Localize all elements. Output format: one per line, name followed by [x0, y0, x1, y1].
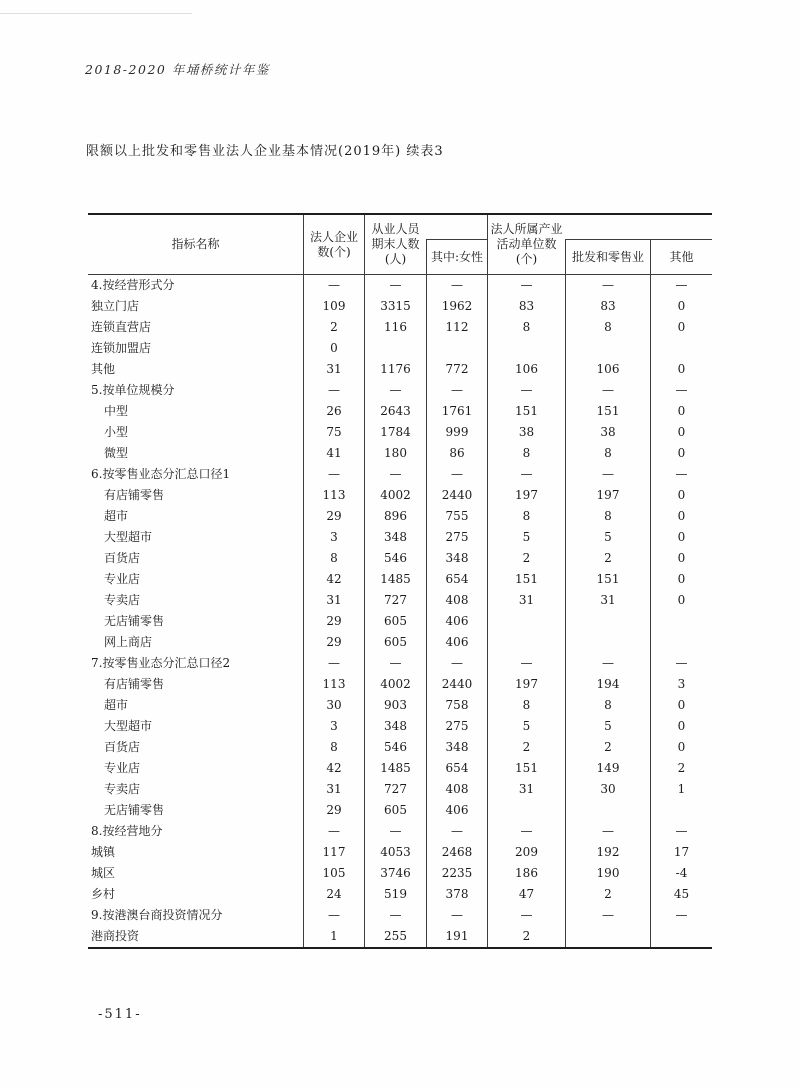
scan-edge-artifact	[0, 13, 192, 14]
row-value: 605	[364, 611, 426, 632]
row-value: —	[303, 380, 364, 401]
row-value: 4002	[364, 674, 426, 695]
row-value: 31	[303, 359, 364, 380]
row-value: —	[650, 821, 712, 842]
table-row	[88, 884, 712, 905]
row-label: 连锁加盟店	[91, 341, 152, 355]
row-value: —	[565, 380, 650, 401]
row-value	[364, 338, 426, 359]
row-value: —	[364, 464, 426, 485]
row-label: 有店铺零售	[104, 488, 165, 502]
row-value: 8	[303, 737, 364, 758]
row-label: 乡村	[91, 887, 116, 901]
row-value	[487, 611, 565, 632]
row-value	[650, 611, 712, 632]
row-value: 0	[650, 569, 712, 590]
row-value: —	[650, 905, 712, 926]
row-value: 406	[426, 800, 487, 821]
row-value: 191	[426, 926, 487, 947]
row-value: 3	[650, 674, 712, 695]
row-value: —	[487, 653, 565, 674]
row-value: 113	[303, 485, 364, 506]
row-value: 24	[303, 884, 364, 905]
row-value: 8	[487, 443, 565, 464]
row-value	[565, 632, 650, 653]
row-value: 106	[487, 359, 565, 380]
header-industry-activity-units: 法人所属产业 活动单位数 (个)	[487, 215, 565, 274]
row-value: —	[303, 653, 364, 674]
row-label: 专卖店	[104, 782, 141, 796]
row-value: 0	[650, 422, 712, 443]
row-value: 1962	[426, 296, 487, 317]
row-value: 896	[364, 506, 426, 527]
row-value	[426, 338, 487, 359]
row-value: 727	[364, 779, 426, 800]
row-value: —	[364, 653, 426, 674]
row-value: 1485	[364, 758, 426, 779]
row-value: 255	[364, 926, 426, 947]
table-row	[88, 842, 712, 863]
row-value: 112	[426, 317, 487, 338]
table-row	[88, 317, 712, 338]
row-value: 186	[487, 863, 565, 884]
row-label: 9.按港澳台商投资情况分	[91, 908, 223, 922]
row-value: 275	[426, 527, 487, 548]
table-row	[88, 926, 712, 947]
row-label: 中型	[104, 404, 129, 418]
table-row	[88, 779, 712, 800]
row-value: 758	[426, 695, 487, 716]
row-value: 654	[426, 758, 487, 779]
row-label: 7.按零售业态分汇总口径2	[91, 656, 231, 670]
row-value: 3746	[364, 863, 426, 884]
row-value: 151	[565, 569, 650, 590]
row-value: 2	[565, 737, 650, 758]
row-value: 38	[487, 422, 565, 443]
row-value: 654	[426, 569, 487, 590]
row-value: 197	[487, 674, 565, 695]
row-value: 197	[565, 485, 650, 506]
row-value: —	[487, 905, 565, 926]
row-value: —	[487, 380, 565, 401]
row-value: 348	[426, 737, 487, 758]
table-row	[88, 800, 712, 821]
row-label: 8.按经营地分	[91, 824, 163, 838]
table-header	[88, 215, 712, 275]
yearbook-header: 2018-2020 年埇桥统计年鉴	[85, 62, 270, 77]
header-of-which-female: 其中:女性	[426, 239, 487, 274]
row-value: —	[426, 821, 487, 842]
row-value: 0	[650, 716, 712, 737]
row-value: 348	[364, 527, 426, 548]
row-label: 6.按零售业态分汇总口径1	[91, 467, 231, 481]
row-value	[650, 926, 712, 947]
row-label: 专业店	[104, 572, 141, 586]
row-value	[487, 800, 565, 821]
row-value: 2440	[426, 485, 487, 506]
row-value: 275	[426, 716, 487, 737]
row-value: 5	[565, 527, 650, 548]
row-value: 8	[565, 443, 650, 464]
row-value: 1761	[426, 401, 487, 422]
row-value	[650, 338, 712, 359]
row-value: 2	[565, 884, 650, 905]
row-value: 2643	[364, 401, 426, 422]
row-value: —	[303, 905, 364, 926]
row-value: 151	[487, 569, 565, 590]
row-value: 605	[364, 632, 426, 653]
row-value: 1485	[364, 569, 426, 590]
row-value	[565, 338, 650, 359]
row-value: 406	[426, 632, 487, 653]
row-value: 0	[650, 527, 712, 548]
row-value: 0	[650, 359, 712, 380]
table-row	[88, 401, 712, 422]
row-label: 5.按单位规模分	[91, 383, 175, 397]
table-row	[88, 821, 712, 842]
row-value	[650, 632, 712, 653]
table-row	[88, 758, 712, 779]
row-value: 4002	[364, 485, 426, 506]
row-value: —	[364, 380, 426, 401]
row-value: 5	[487, 716, 565, 737]
row-value: 408	[426, 779, 487, 800]
row-value: 999	[426, 422, 487, 443]
row-value: 348	[426, 548, 487, 569]
row-value: 113	[303, 674, 364, 695]
row-value: 30	[565, 779, 650, 800]
row-value: —	[426, 275, 487, 296]
row-label: 无店铺零售	[104, 614, 165, 628]
row-value: —	[487, 464, 565, 485]
row-label: 大型超市	[104, 530, 153, 544]
row-value	[565, 926, 650, 947]
row-value: 2235	[426, 863, 487, 884]
row-value: 109	[303, 296, 364, 317]
table-row	[88, 338, 712, 359]
row-value: 3315	[364, 296, 426, 317]
row-value: 151	[487, 401, 565, 422]
row-label: 连锁直营店	[91, 320, 152, 334]
row-value: 2	[487, 548, 565, 569]
table-row	[88, 380, 712, 401]
row-value: —	[426, 653, 487, 674]
row-value: 546	[364, 737, 426, 758]
row-value: 31	[565, 590, 650, 611]
row-value: 42	[303, 569, 364, 590]
row-label: 其他	[91, 362, 116, 376]
table-row	[88, 674, 712, 695]
row-value: —	[303, 275, 364, 296]
row-value: 29	[303, 632, 364, 653]
row-value: 0	[650, 317, 712, 338]
row-value: —	[364, 275, 426, 296]
row-value: —	[650, 275, 712, 296]
row-value: 151	[565, 401, 650, 422]
row-value: 83	[565, 296, 650, 317]
row-value: 151	[487, 758, 565, 779]
row-label: 专业店	[104, 761, 141, 775]
row-value: 42	[303, 758, 364, 779]
row-value: 1784	[364, 422, 426, 443]
table-row	[88, 863, 712, 884]
row-value: 83	[487, 296, 565, 317]
table-row	[88, 737, 712, 758]
row-label: 无店铺零售	[104, 803, 165, 817]
header-indicator: 指标名称	[171, 237, 220, 251]
row-value: —	[303, 464, 364, 485]
row-value: 5	[565, 716, 650, 737]
row-label: 百货店	[104, 551, 141, 565]
table-row	[88, 359, 712, 380]
table-row	[88, 485, 712, 506]
row-label: 港商投资	[91, 929, 140, 943]
header-other: 其他	[650, 239, 712, 274]
row-value: 378	[426, 884, 487, 905]
row-value: 45	[650, 884, 712, 905]
row-value: 1176	[364, 359, 426, 380]
table-row	[88, 569, 712, 590]
row-value	[487, 632, 565, 653]
row-value: 117	[303, 842, 364, 863]
row-value: —	[565, 464, 650, 485]
row-value: —	[565, 275, 650, 296]
table-row	[88, 590, 712, 611]
table-row	[88, 464, 712, 485]
row-value: 30	[303, 695, 364, 716]
row-value: 31	[303, 779, 364, 800]
table-row	[88, 527, 712, 548]
row-value: 105	[303, 863, 364, 884]
row-value: —	[426, 380, 487, 401]
row-label: 小型	[104, 425, 129, 439]
row-value: 0	[650, 695, 712, 716]
row-value: 31	[487, 590, 565, 611]
row-label: 大型超市	[104, 719, 153, 733]
row-value: 31	[303, 590, 364, 611]
row-value: —	[487, 821, 565, 842]
row-value: 75	[303, 422, 364, 443]
table-row	[88, 611, 712, 632]
row-value: 4053	[364, 842, 426, 863]
row-value: 190	[565, 863, 650, 884]
row-value: 8	[303, 548, 364, 569]
row-label: 网上商店	[104, 635, 153, 649]
row-value: -4	[650, 863, 712, 884]
row-value: —	[565, 905, 650, 926]
row-value: 1	[650, 779, 712, 800]
row-value: —	[364, 905, 426, 926]
row-value: —	[426, 905, 487, 926]
row-value: 0	[303, 338, 364, 359]
row-value: —	[565, 653, 650, 674]
row-value: 197	[487, 485, 565, 506]
table-row	[88, 443, 712, 464]
row-label: 超市	[104, 698, 129, 712]
row-value: 0	[650, 590, 712, 611]
row-value: 209	[487, 842, 565, 863]
row-value: 605	[364, 800, 426, 821]
row-value: 31	[487, 779, 565, 800]
table-row	[88, 548, 712, 569]
row-value: 2	[487, 737, 565, 758]
row-value: 29	[303, 506, 364, 527]
table-row	[88, 275, 712, 296]
row-value: —	[650, 464, 712, 485]
statistics-table	[88, 213, 712, 949]
row-label: 百货店	[104, 740, 141, 754]
row-value: 2	[303, 317, 364, 338]
row-value: 2	[487, 926, 565, 947]
row-value: 29	[303, 800, 364, 821]
row-label: 4.按经营形式分	[91, 278, 175, 292]
row-value: 5	[487, 527, 565, 548]
row-value: 348	[364, 716, 426, 737]
row-value: 408	[426, 590, 487, 611]
row-value: —	[487, 275, 565, 296]
row-label: 超市	[104, 509, 129, 523]
table-row	[88, 422, 712, 443]
row-value: 3	[303, 527, 364, 548]
row-value: 180	[364, 443, 426, 464]
row-value: 8	[487, 317, 565, 338]
table-row	[88, 905, 712, 926]
row-value: 8	[565, 695, 650, 716]
row-value: 0	[650, 401, 712, 422]
row-value: 29	[303, 611, 364, 632]
row-value: 406	[426, 611, 487, 632]
row-value: 0	[650, 485, 712, 506]
row-value	[487, 338, 565, 359]
row-value: 17	[650, 842, 712, 863]
row-value: 2	[650, 758, 712, 779]
table-row	[88, 296, 712, 317]
row-value: 755	[426, 506, 487, 527]
row-value: 26	[303, 401, 364, 422]
row-label: 有店铺零售	[104, 677, 165, 691]
page-number: -511-	[98, 1007, 142, 1022]
row-value: 2	[565, 548, 650, 569]
row-value: —	[426, 464, 487, 485]
table-title: 限额以上批发和零售业法人企业基本情况(2019年) 续表3	[86, 144, 444, 159]
row-value: 106	[565, 359, 650, 380]
row-value: 149	[565, 758, 650, 779]
table-row	[88, 632, 712, 653]
row-label: 独立门店	[91, 299, 140, 313]
row-value: 1	[303, 926, 364, 947]
row-value: 0	[650, 737, 712, 758]
row-value: 546	[364, 548, 426, 569]
header-wholesale-retail: 批发和零售业	[565, 239, 650, 274]
row-value: 8	[487, 695, 565, 716]
row-value: 772	[426, 359, 487, 380]
table-row	[88, 506, 712, 527]
row-value: 8	[565, 317, 650, 338]
row-value: 192	[565, 842, 650, 863]
row-value: 0	[650, 548, 712, 569]
table-row	[88, 695, 712, 716]
row-value: 47	[487, 884, 565, 905]
row-value	[565, 611, 650, 632]
row-value: 41	[303, 443, 364, 464]
table-row	[88, 653, 712, 674]
row-value: —	[364, 821, 426, 842]
row-value: 903	[364, 695, 426, 716]
row-value: —	[303, 821, 364, 842]
row-label: 微型	[104, 446, 129, 460]
row-value: 0	[650, 443, 712, 464]
row-value: 8	[565, 506, 650, 527]
row-value: 2468	[426, 842, 487, 863]
row-value: —	[650, 380, 712, 401]
row-value: 2440	[426, 674, 487, 695]
row-value: 116	[364, 317, 426, 338]
row-value: 3	[303, 716, 364, 737]
header-legal-entity-count: 法人企业 数(个)	[303, 215, 364, 274]
row-value: 519	[364, 884, 426, 905]
row-value: 86	[426, 443, 487, 464]
row-value: 194	[565, 674, 650, 695]
row-label: 城镇	[91, 845, 116, 859]
row-value: 38	[565, 422, 650, 443]
row-value	[650, 800, 712, 821]
row-value	[565, 800, 650, 821]
table-body	[88, 275, 712, 947]
row-value: 727	[364, 590, 426, 611]
row-label: 专卖店	[104, 593, 141, 607]
header-employees-end-period: 从业人员 期末人数 (人)	[364, 215, 426, 274]
row-value: —	[565, 821, 650, 842]
row-value: 0	[650, 296, 712, 317]
row-value: 8	[487, 506, 565, 527]
row-value: —	[650, 653, 712, 674]
row-value: 0	[650, 506, 712, 527]
table-row	[88, 716, 712, 737]
row-label: 城区	[91, 866, 116, 880]
